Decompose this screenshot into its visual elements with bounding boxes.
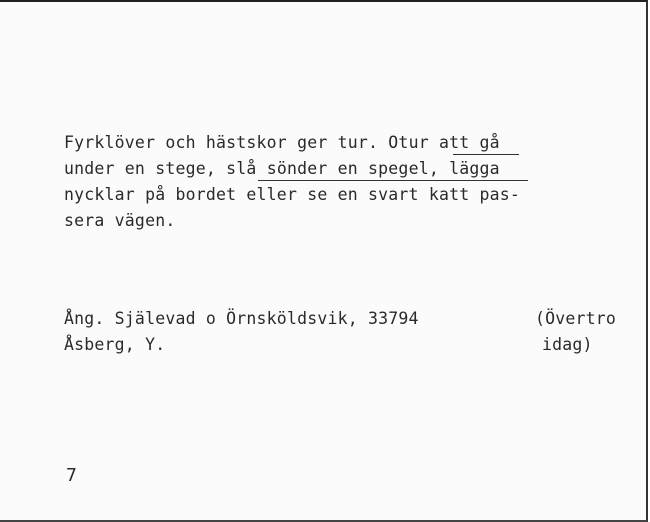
- underlined-word-otur: Otur: [388, 133, 429, 152]
- underline-otur: [453, 154, 519, 155]
- paragraph-line-2: [64, 157, 500, 181]
- underline-spegel: [258, 180, 528, 181]
- source-note-line-1: (Övertro: [535, 309, 617, 328]
- paragraph-line-4: sera vägen.: [64, 211, 176, 230]
- paragraph-line-1: [64, 131, 500, 155]
- text-segment: under en stege,: [64, 159, 217, 178]
- text-segment: Fyrklöver och hästskor ger tur.: [64, 133, 379, 152]
- source-note-line-2: idag): [542, 335, 593, 354]
- text-segment: att gå: [438, 133, 500, 152]
- text-segment: lägga: [449, 159, 500, 178]
- underlined-phrase-spegel: slå sönder en spegel,: [226, 159, 439, 178]
- source-informant: Åsberg, Y.: [64, 335, 166, 354]
- card-number: 7: [66, 465, 77, 486]
- source-place: Ång. Själevad o Örnsköldsvik, 33794: [64, 309, 419, 328]
- paragraph-line-3: nycklar på bordet eller se en svart katt pas-: [64, 185, 521, 204]
